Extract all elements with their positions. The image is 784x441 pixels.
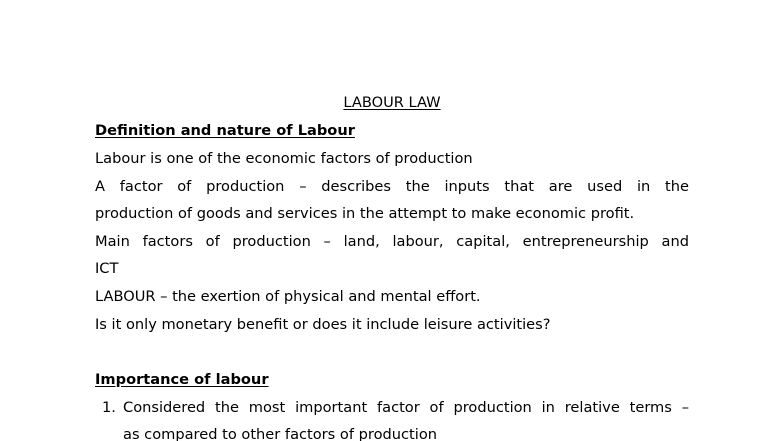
paragraph-line: LABOUR – the exertion of physical and mental effort. (95, 288, 481, 305)
paragraph-line: Labour is one of the economic factors of production (95, 150, 473, 167)
section-heading-importance: Importance of labour (95, 371, 269, 388)
document-title: LABOUR LAW (343, 94, 441, 111)
paragraph-line: Is it only monetary benefit or does it include leisure activities? (95, 316, 551, 333)
section-heading-definition: Definition and nature of Labour (95, 122, 355, 139)
paragraph-line: production of goods and services in the attempt to make economic profit. (95, 205, 635, 222)
paragraph-line: A factor of production – describes the inputs that are used in the (95, 178, 689, 195)
list-item-text: Considered the most important factor of production in relative terms – (123, 399, 689, 416)
paragraph-line: ICT (95, 260, 119, 277)
paragraph-line: Main factors of production – land, labour, capital, entrepreneurship and (95, 233, 689, 250)
list-item-number: 1. (102, 399, 116, 416)
list-item-text: as compared to other factors of production (123, 426, 437, 441)
